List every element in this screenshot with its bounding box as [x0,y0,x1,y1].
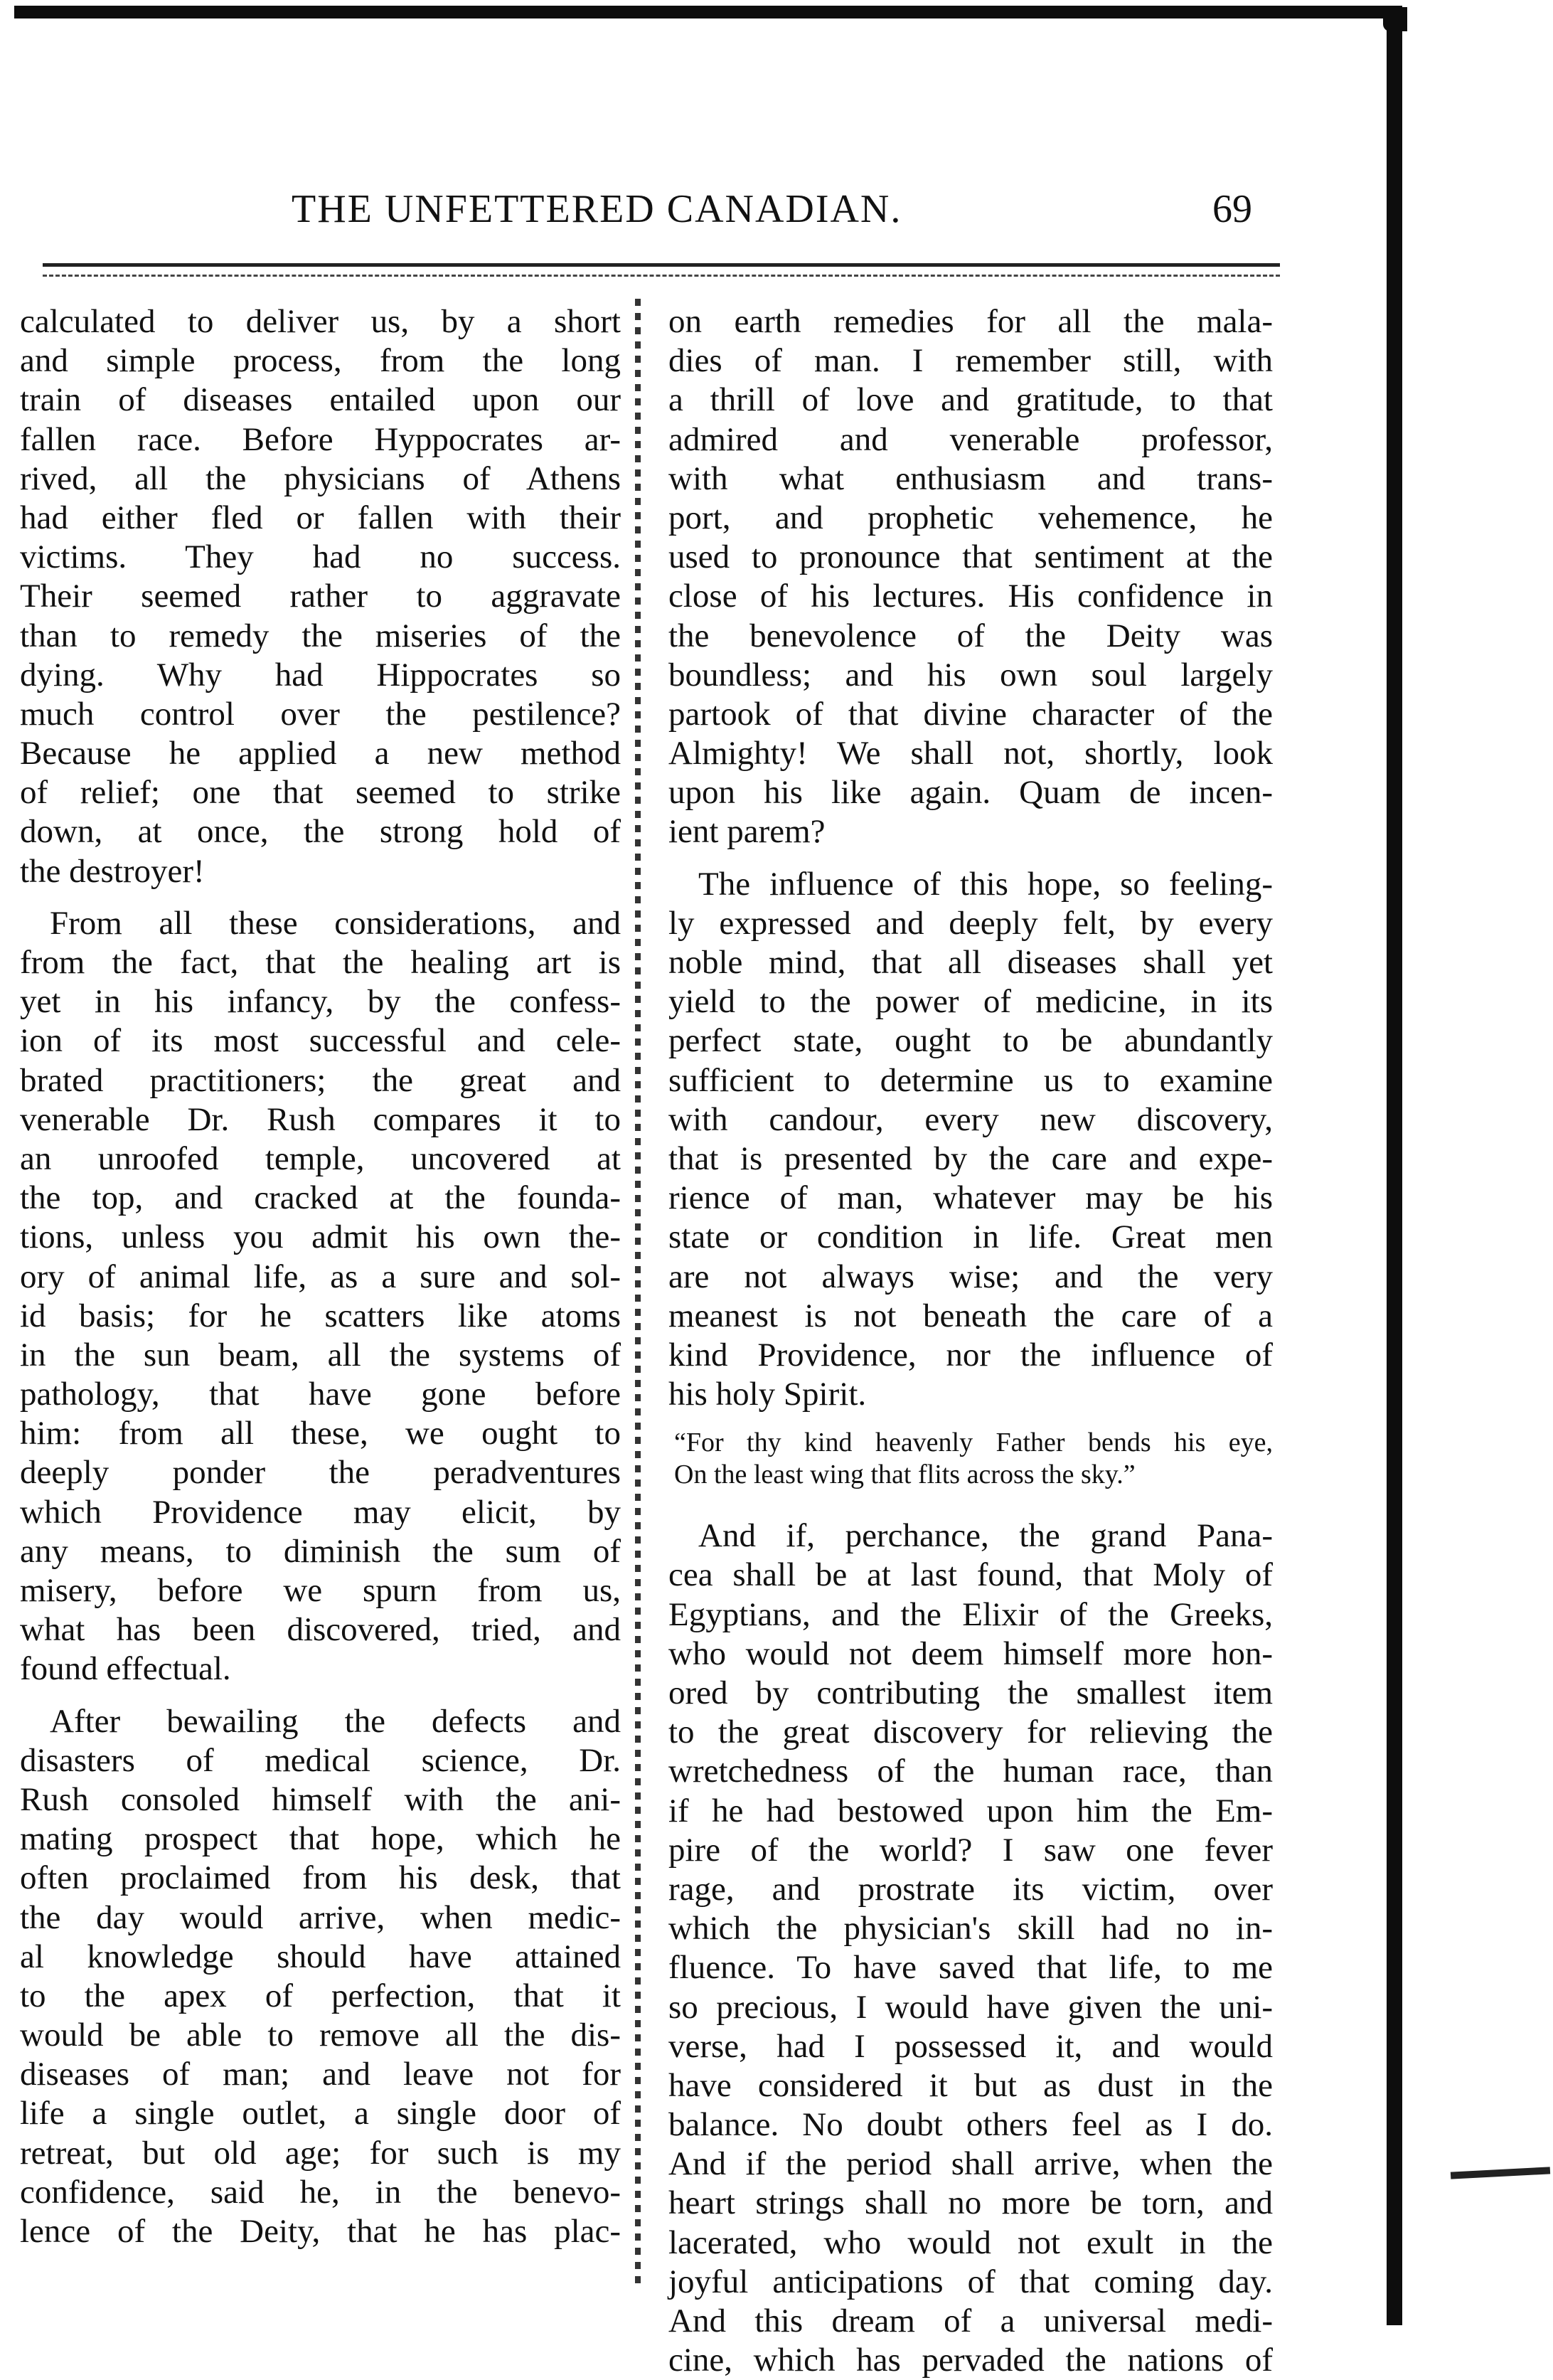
text-line: who would not deem himself more hon- [668,1635,1273,1672]
text-line: ion of its most successful and cele- [20,1022,621,1060]
text-line: boundless; and his own soul largely [668,656,1273,694]
text-line: id basis; for he scatters like atoms [20,1297,621,1334]
text-line: cea shall be at last found, that Moly of [668,1556,1273,1594]
text-line: heart strings shall no more be torn, and [668,2184,1273,2222]
text-line: the day would arrive, when medic- [20,1898,621,1936]
corner-mark [1383,7,1407,31]
text-line: so precious, I would have given the uni- [668,1988,1273,2026]
text-line: pathology, that have gone before [20,1376,621,1413]
text-line: the destroyer! [20,852,205,890]
text-line: After bewailing the defects and [50,1702,621,1740]
text-line: kind Providence, nor the influence of [668,1336,1273,1374]
text-line: any means, to diminish the sum of [20,1532,621,1570]
header-rule-dashed [43,275,1280,277]
text-line: much control over the pestilence? [20,695,621,733]
text-line: joyful anticipations of that coming day. [668,2263,1273,2300]
text-line: retreat, but old age; for such is my [20,2134,621,2172]
margin-mark [1451,2167,1550,2179]
paragraph-gap [668,1504,1273,1516]
paragraph-gap [20,891,621,904]
text-line: tions, unless you admit his own the- [20,1218,621,1256]
text-line: partook of that divine character of the [668,695,1273,733]
text-line: would be able to remove all the dis- [20,2017,621,2054]
text-line: on earth remedies for all the mala- [668,303,1273,340]
text-line: balance. No doubt others feel as I do. [668,2106,1273,2144]
text-line: and simple process, from the long [20,342,621,380]
text-line: Their seemed rather to aggravate [20,578,621,615]
text-line: fluence. To have saved that life, to me [668,1949,1273,1987]
text-line: And this dream of a universal medi- [668,2302,1273,2339]
text-line: ly expressed and deeply felt, by every [668,904,1273,942]
text-line: state or condition in life. Great men [668,1218,1273,1256]
text-line: to the great discovery for relieving the [668,1714,1273,1751]
quote-line: “For thy kind heavenly Father bends his eye, [674,1428,1273,1458]
text-line: close of his lectures. His confidence in [668,578,1273,615]
text-line: in the sun beam, all the systems of [20,1336,621,1374]
text-line: from the fact, that the healing art is [20,944,621,981]
text-line: a thrill of love and gratitude, to that [668,381,1273,419]
text-line: an unroofed temple, uncovered at [20,1139,621,1177]
page-number: 69 [1212,187,1252,231]
text-line: perfect state, ought to be abundantly [668,1022,1273,1060]
text-line: life a single outlet, a single door of [20,2095,621,2132]
text-line: pire of the world? I saw one fever [668,1831,1273,1869]
text-line: calculated to deliver us, by a short [20,303,621,340]
text-line: lacerated, who would not exult in the [668,2224,1273,2261]
text-line: Almighty! We shall not, shortly, look [668,735,1273,772]
text-line: Rush consoled himself with the ani- [20,1780,621,1818]
paragraph-gap [668,1414,1273,1427]
paragraph-gap [20,1689,621,1702]
text-line: And if, perchance, the grand Pana- [698,1517,1273,1555]
left-column [20,302,621,2251]
text-line: train of diseases entailed upon our [20,381,621,419]
text-line: wretchedness of the human race, than [668,1753,1273,1790]
header-rule [43,263,1280,267]
text-line: which Providence may elicit, by [20,1493,621,1531]
paragraph-gap [668,1491,1273,1504]
text-line: ory of animal life, as a sure and sol- [20,1258,621,1295]
quote-line: On the least wing that flits across the sky.” [674,1460,1136,1490]
text-line: what has been discovered, tried, and [20,1611,621,1649]
right-border-rule [1387,6,1402,2325]
text-line: used to pronounce that sentiment at the [668,538,1273,576]
verse-quotation [668,1427,1273,1491]
text-line: diseases of man; and leave not for [20,2056,621,2093]
text-line: the benevolence of the Deity was [668,617,1273,654]
text-line: have considered it but as dust in the [668,2066,1273,2104]
text-line: had either fled or fallen with their [20,499,621,536]
text-line: dying. Why had Hippocrates so [20,656,621,694]
text-line: yet in his infancy, by the confess- [20,983,621,1021]
text-line: And if the period shall arrive, when the [668,2145,1273,2183]
text-line: often proclaimed from his desk, that [20,1859,621,1897]
text-line: Because he applied a new method [20,735,621,772]
text-line: ored by contributing the smallest item [668,1674,1273,1711]
text-line: him: from all these, we ought to [20,1415,621,1452]
text-line: ient parem? [668,813,826,851]
text-line: The influence of this hope, so feeling- [698,865,1273,903]
text-line: meanest is not beneath the care of a [668,1297,1273,1334]
page-header [0,186,1387,250]
text-line: fallen race. Before Hyppocrates ar- [20,420,621,458]
text-line: admired and venerable professor, [668,420,1273,458]
text-line: with candour, every new discovery, [668,1100,1273,1138]
text-line: his holy Spirit. [668,1376,867,1413]
text-line: than to remedy the miseries of the [20,617,621,654]
column-divider [635,299,641,2283]
text-line: port, and prophetic vehemence, he [668,499,1273,536]
right-column [668,302,1273,2380]
text-line: of relief; one that seemed to strike [20,774,621,812]
paragraph-gap [668,852,1273,865]
text-line: From all these considerations, and [50,904,621,942]
text-line: that is presented by the care and expe- [668,1139,1273,1177]
text-line: which the physician's skill had no in- [668,1910,1273,1948]
text-line: to the apex of perfection, that it [20,1977,621,2014]
text-line: sufficient to determine us to examine [668,1061,1273,1099]
text-line: rage, and prostrate its victim, over [668,1870,1273,1908]
text-line: al knowledge should have attained [20,1938,621,1975]
text-line: misery, before we spurn from us, [20,1572,621,1609]
text-line: Egyptians, and the Elixir of the Greeks, [668,1595,1273,1633]
text-line: noble mind, that all diseases shall yet [668,944,1273,981]
text-line: are not always wise; and the very [668,1258,1273,1295]
text-line: rived, all the physicians of Athens [20,459,621,497]
text-line: confidence, said he, in the benevo- [20,2173,621,2211]
text-line: down, at once, the strong hold of [20,813,621,851]
text-line: disasters of medical science, Dr. [20,1741,621,1779]
text-line: rience of man, whatever may be his [668,1179,1273,1217]
text-line: cine, which has pervaded the nations of [668,2342,1273,2379]
text-line: brated practitioners; the great and [20,1061,621,1099]
text-line: if he had bestowed upon him the Em- [668,1792,1273,1829]
running-title: THE UNFETTERED CANADIAN. [292,187,902,231]
top-border-rule [14,6,1401,18]
text-line: deeply ponder the peradventures [20,1454,621,1492]
text-line: yield to the power of medicine, in its [668,983,1273,1021]
text-line: lence of the Deity, that he has plac- [20,2213,621,2250]
text-line: dies of man. I remember still, with [668,342,1273,380]
text-line: with what enthusiasm and trans- [668,459,1273,497]
text-line: the top, and cracked at the founda- [20,1179,621,1217]
text-line: venerable Dr. Rush compares it to [20,1100,621,1138]
text-line: found effectual. [20,1650,231,1688]
text-line: upon his like again. Quam de incen- [668,774,1273,812]
text-line: victims. They had no success. [20,538,621,576]
text-line: mating prospect that hope, which he [20,1820,621,1858]
text-line: verse, had I possessed it, and would [668,2027,1273,2065]
